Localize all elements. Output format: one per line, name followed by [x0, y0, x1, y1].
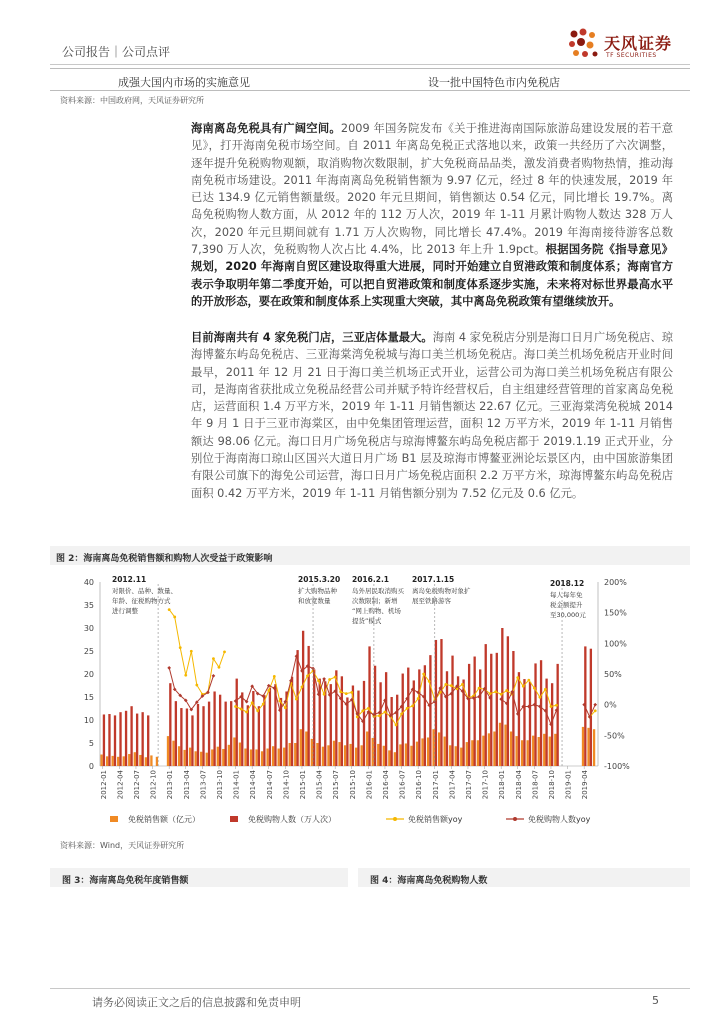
report-type-label: 公司报告｜公司点评: [62, 45, 171, 59]
annotation-text: 税金额提升: [550, 601, 583, 609]
x-tick-label: 2017-10: [481, 770, 490, 800]
sales-bar: [399, 744, 401, 766]
y-right-tick-label: 200%: [604, 578, 627, 587]
visitor-bar: [236, 679, 238, 766]
visitor-bar: [230, 701, 232, 766]
annotation-date: 2012.11: [112, 575, 147, 584]
sales-bar: [482, 736, 484, 766]
sales-bar: [106, 756, 108, 766]
visitor-bar: [396, 695, 398, 766]
visitor-bar: [418, 669, 420, 766]
visitor-bar: [385, 672, 387, 766]
x-tick-label: 2017-01: [431, 770, 440, 800]
visitor-bar: [335, 670, 337, 766]
y-left-tick-label: 0: [88, 762, 94, 771]
visitor-bar: [296, 650, 298, 766]
sales-bar: [311, 739, 313, 766]
visitor-bar: [379, 682, 381, 766]
legend-marker: [513, 817, 517, 821]
x-tick-label: 2013-10: [215, 770, 224, 800]
sales-bar: [427, 737, 429, 766]
sales-bar: [593, 729, 595, 766]
legend-swatch: [110, 816, 118, 822]
sales-visitors-chart: [50, 566, 690, 836]
sales-bar: [134, 752, 136, 766]
visitor-bar: [108, 714, 110, 766]
sales-bar: [383, 746, 385, 766]
annotation-date: 2018.12: [550, 579, 585, 588]
sales-bar: [388, 750, 390, 766]
sales-bar: [294, 743, 296, 766]
annotation-text: 和放宽数量: [298, 597, 331, 605]
paragraph-stores: [191, 329, 673, 502]
x-tick-label: 2018-07: [531, 770, 540, 800]
visitor-bar: [479, 669, 481, 766]
sales-bar: [250, 749, 252, 766]
visitor-bar: [136, 714, 138, 766]
visitor-bar: [518, 672, 520, 766]
sales-bar: [150, 755, 152, 766]
sales-bar: [200, 752, 202, 766]
visitor-bar: [191, 715, 193, 766]
legend-label: 免税购物人数yoy: [528, 815, 591, 824]
x-tick-label: 2017-04: [448, 770, 457, 800]
sales-bar: [361, 745, 363, 766]
y-left-tick-label: 20: [83, 670, 94, 679]
visitor-bar: [512, 651, 514, 766]
sales-bar: [211, 749, 213, 766]
visitor-bar: [590, 649, 592, 766]
sales-bar: [344, 745, 346, 766]
visitor-bar: [213, 691, 215, 766]
x-tick-label: 2018-01: [498, 770, 507, 800]
paragraph-stores-lead: 目前海南共有 4 家免税门店，三亚店体量最大。: [191, 331, 433, 344]
paragraph-policy-lead: 海南离岛免税具有广阔空间。: [191, 122, 341, 135]
visitor-bar: [402, 674, 404, 766]
x-tick-label: 2019-04: [581, 770, 590, 800]
x-tick-label: 2014-01: [232, 770, 241, 800]
y-left-tick-label: 25: [83, 647, 94, 656]
sales-bar: [189, 748, 191, 766]
visitor-bar: [313, 669, 315, 766]
sales-bar: [410, 746, 412, 766]
x-tick-label: 2017-07: [464, 770, 473, 800]
sales-bar: [266, 749, 268, 766]
visitor-bar: [175, 701, 177, 766]
table-cell-right: 设一批中国特色市内免税店: [428, 76, 560, 89]
visitor-bar: [474, 657, 476, 766]
sales-bar: [372, 738, 374, 766]
figure-2-source-note: 资料来源：Wind，天风证券研究所: [60, 841, 185, 850]
visitor-bar: [540, 660, 542, 766]
legend-swatch: [230, 816, 238, 822]
sales-bar: [239, 743, 241, 766]
sales-bar: [394, 752, 396, 766]
annotation-text: 进行调整: [112, 607, 138, 615]
sales-bar: [100, 755, 102, 767]
y-left-tick-label: 15: [83, 693, 94, 702]
visitor-bar: [391, 697, 393, 766]
visitor-bar: [247, 705, 249, 766]
sales-bar: [504, 725, 506, 766]
visitor-bar: [241, 692, 243, 766]
sales-bar: [145, 757, 147, 766]
sales-bar: [117, 757, 119, 766]
visitor-bar: [357, 691, 359, 766]
sales-bar: [444, 737, 446, 766]
tf-securities-logo-icon: [566, 28, 602, 62]
annotation-text: 至30,000元: [550, 611, 586, 619]
y-left-tick-label: 30: [83, 624, 94, 633]
visitor-bar: [440, 639, 442, 766]
visitor-bar: [119, 712, 121, 766]
sales-bar: [233, 737, 235, 766]
sales-bar: [405, 743, 407, 766]
visitor-bar: [490, 654, 492, 766]
annotation-date: 2016.2.1: [352, 575, 390, 584]
sales-bar: [416, 742, 418, 766]
y-left-tick-label: 35: [83, 601, 94, 610]
annotation-date: 2015.3.20: [298, 575, 341, 584]
sales-bar: [477, 740, 479, 766]
sales-bar: [432, 729, 434, 766]
y-right-tick-label: 100%: [604, 639, 627, 649]
x-tick-label: 2016-01: [365, 770, 374, 800]
y-left-tick-label: 40: [83, 578, 94, 587]
visitor-bar: [219, 695, 221, 766]
sales-yoy-line: [169, 610, 224, 695]
x-tick-label: 2013-07: [199, 770, 208, 800]
sales-bar: [338, 742, 340, 766]
sales-bar: [355, 748, 357, 766]
sales-bar: [322, 747, 324, 766]
legend-label: 免税销售额（亿元）: [128, 815, 200, 824]
visitor-bar: [263, 695, 265, 766]
sales-bar: [349, 744, 351, 766]
x-tick-label: 2016-04: [381, 770, 390, 800]
annotation-text: 对限价、品种、数量、: [112, 587, 177, 595]
visitor-bar: [180, 708, 182, 766]
x-tick-label: 2012-01: [99, 770, 108, 800]
annotation-date: 2017.1.15: [412, 575, 455, 584]
footer-divider: [50, 988, 690, 989]
visitor-bar: [557, 664, 559, 766]
sales-bar: [493, 732, 495, 767]
sales-bar: [543, 734, 545, 766]
x-tick-label: 2012-07: [132, 770, 141, 800]
sales-bar: [128, 754, 130, 766]
visitor-bar: [429, 655, 431, 766]
sales-bar: [554, 734, 556, 766]
visitor-bar: [368, 646, 370, 766]
table-cell-left: 成强大国内市场的实施意见: [118, 76, 250, 89]
sales-bar: [438, 732, 440, 766]
sales-bar: [222, 749, 224, 766]
visitor-bar: [407, 668, 409, 766]
visitor-bar: [346, 697, 348, 766]
visitor-bar: [269, 688, 271, 766]
sales-bar: [499, 723, 501, 766]
sales-bar: [244, 749, 246, 766]
visitor-bar: [225, 702, 227, 766]
visitor-bar: [186, 709, 188, 767]
visitor-bar: [302, 631, 304, 766]
x-tick-label: 2018-04: [514, 770, 523, 800]
table-top-border: [50, 68, 690, 69]
visitor-bar: [197, 704, 199, 766]
sales-bar: [156, 757, 158, 766]
annotation-text: 次数限制；新增: [352, 597, 398, 605]
visitor-bar: [202, 706, 204, 766]
sales-bar: [510, 732, 512, 767]
x-tick-label: 2012-04: [116, 770, 125, 800]
sales-bar: [549, 737, 551, 766]
y-right-tick-label: -50%: [604, 731, 625, 741]
figure-3-title: 图 3：海南离岛免税年度销售额: [62, 876, 189, 886]
annotation-text: 岛外居民取消购买: [352, 587, 404, 595]
legend-label: 免税销售额yoy: [408, 815, 463, 824]
brand-name-cn: 天风证券: [604, 34, 673, 53]
sales-bar: [377, 744, 379, 766]
visitor-bar: [341, 676, 343, 766]
sales-bar: [327, 745, 329, 766]
x-tick-label: 2016-07: [398, 770, 407, 800]
visitor-bar: [258, 706, 260, 766]
sales-bar: [460, 748, 462, 766]
table-bottom-border: [50, 90, 690, 91]
sales-bar: [587, 728, 589, 766]
sales-bar: [466, 742, 468, 766]
legend-marker: [393, 817, 397, 821]
visitor-bar: [523, 679, 525, 766]
visitor-bar: [413, 680, 415, 766]
sales-bar: [527, 740, 529, 766]
sales-bar: [261, 751, 263, 766]
x-tick-label: 2015-04: [315, 770, 324, 800]
visitor-bar: [125, 711, 127, 766]
sales-bar: [521, 740, 523, 766]
sales-bar: [178, 746, 180, 766]
visitor-bar: [501, 628, 503, 766]
y-right-tick-label: -100%: [604, 762, 630, 771]
table-source-note: 资料来源：中国政府网，天风证券研究所: [60, 96, 204, 105]
x-tick-label: 2019-01: [564, 770, 573, 800]
sales-bar: [206, 753, 208, 766]
footer-disclaimer: 请务必阅读正文之后的信息披露和免责申明: [92, 996, 301, 1009]
sales-bar: [515, 736, 517, 766]
sales-bar: [278, 749, 280, 766]
annotation-text: 提货”模式: [352, 617, 382, 625]
sales-bar: [316, 743, 318, 766]
sales-bar: [305, 732, 307, 767]
legend-label: 免税购物人数（万人次）: [248, 815, 336, 824]
y-left-tick-label: 10: [83, 716, 94, 725]
sales-bar: [300, 729, 302, 766]
brand-name-en: TF SECURITIES: [606, 52, 657, 59]
visitor-bar: [363, 681, 365, 766]
annotation-text: 展至铁路游客: [412, 597, 451, 605]
sales-bar: [272, 746, 274, 766]
visitor-bar: [142, 712, 144, 766]
x-tick-label: 2013-01: [166, 770, 175, 800]
y-right-tick-label: 50%: [604, 670, 622, 679]
visitor-yoy-point: [593, 703, 597, 707]
visitor-bar: [103, 714, 105, 766]
visitor-bar: [496, 653, 498, 766]
sales-bar: [183, 750, 185, 766]
sales-bar: [123, 756, 125, 766]
visitor-bar: [169, 683, 171, 766]
y-right-tick-label: 150%: [604, 608, 627, 618]
sales-bar: [283, 748, 285, 766]
sales-bar: [172, 741, 174, 766]
sales-bar: [289, 743, 291, 766]
visitor-bar: [468, 664, 470, 766]
policy-annotations: [112, 575, 586, 766]
visitor-bar: [330, 684, 332, 766]
x-tick-label: 2015-01: [298, 770, 307, 800]
sales-bar: [538, 737, 540, 766]
sales-bar: [455, 746, 457, 766]
figure-4-title: 图 4：海南离岛免税购物人数: [370, 876, 488, 886]
x-tick-label: 2018-10: [547, 770, 556, 800]
x-tick-label: 2014-07: [265, 770, 274, 800]
paragraph-stores-body: 海南 4 家免税店分别是海口日月广场免税店、琼海博鳌东屿岛免税店、三亚海棠湾免税城与海口美兰机场免税店。海口美兰机场免税店开业时间最早，2011 年 12 月 21 日于海口美兰机场正式开业，运营公司为海口美兰机场免税店有限公司，是海南省获批成立免税品经营公司并赋予特许经营权后，自主组建经营管理的首家离岛免税店，运营面积 1.4 万平方米，2019 年 1-11 月销售额达 22.67 亿元。三亚海棠湾免税城 2014 年 9 月 1 日于三亚市海棠区，由中免集团管理运营，面积 12 万平方米，2019 年 1-11 月销售额达 98.06 亿元。海口日月广场免税店与琼海博鳌东屿岛免税店都于 2019.1.19 正式开业，分别位于海南海口琼山区国兴大道日月广场 B1 层及琼海市博鳌亚洲论坛景区内，由中国旅游集团有限公司旗下的海免公司运营，海口日月广场免税店面积 2.2 万平方米，琼海博鳌东屿岛免税店面积 0.42 万平方米，2019 年 1-11 月销售额分别为 7.52 亿元及 0.6 亿元。: [191, 331, 674, 500]
sales-bar: [139, 755, 141, 766]
sales-bar: [366, 732, 368, 767]
sales-bar: [167, 736, 169, 766]
annotation-text: 年龄、征税购物方式: [112, 597, 171, 605]
sales-bar: [488, 733, 490, 766]
y-right-tick-label: 0%: [604, 700, 617, 710]
x-tick-label: 2014-04: [249, 770, 258, 800]
x-tick-label: 2013-04: [182, 770, 191, 800]
sales-bar: [421, 738, 423, 766]
annotation-text: 每人每年免: [550, 591, 583, 599]
visitor-bar: [208, 702, 210, 766]
x-tick-label: 2015-07: [332, 770, 341, 800]
sales-bar: [333, 741, 335, 766]
sales-bar: [449, 745, 451, 766]
x-tick-label: 2016-10: [415, 770, 424, 800]
x-tick-label: 2012-10: [149, 770, 158, 800]
paragraph-policy-highlight: 根据国务院《指导意见》规划，2020 年海南自贸区建设取得重大进展，同时开始建立自贸港政策和制度体系；海南官方表示争取明年第二季度开始，可以把自贸港政策和制度体系逐步实施，未来将对标世界最高水平的开放形态，要在政策和制度体系上实现重大突破，其中离岛免税政策有望继续放开。: [191, 243, 673, 308]
x-tick-label: 2014-10: [282, 770, 291, 800]
visitor-bar: [485, 644, 487, 766]
visitor-bar: [147, 715, 149, 766]
visitor-bar: [424, 665, 426, 766]
sales-bar: [112, 756, 114, 766]
visitor-bar: [308, 646, 310, 766]
header-divider: [50, 64, 690, 65]
visitor-bar: [529, 682, 531, 766]
sales-bar: [582, 727, 584, 766]
paragraph-policy: [191, 120, 673, 310]
paragraph-policy-body: 2009 年国务院发布《关于推进海南国际旅游岛建设发展的若干意见》，打开海南免税市场空间。自 2011 年离岛免税正式落地以来，政策一共经历了六次调整，逐年提升免税购物观额，取消购物次数限制，扩大免税商品品类，激发消费者购物热情，推动海南免税市场建设。2011 年海南离岛免税销售额为 9.97 亿元，经过 8 年的快速发展，2019 年已达 134.9 亿元销售额量级。2020 年元旦期间，销售额达 0.54 亿元，同比增长 19.7%。离岛免税购物人数方面，从 2012 年的 112 万人次，2019 年 1-11 月累计购物人数达 328 万人次，2020 年元旦期间就有 1.71 万人次购物，同比增长 47.4%。2019 年海南接待游客总数 7,390 万人次，免税购物人次占比 4.4%，比 2013 年上升 1.9pct。: [191, 122, 673, 257]
y-left-tick-label: 5: [88, 739, 94, 748]
sales-bar: [471, 740, 473, 766]
figure-2-title: 图 2：海南离岛免税销售额和购物人次受益于政策影响: [56, 554, 273, 564]
sales-bar: [217, 747, 219, 766]
sales-bar: [255, 749, 257, 766]
sales-bar: [532, 736, 534, 766]
x-tick-label: 2015-10: [348, 770, 357, 800]
visitor-bar: [451, 656, 453, 766]
page-number: 5: [652, 994, 659, 1007]
annotation-text: 扩大购物品种: [298, 587, 337, 595]
visitor-bar: [534, 663, 536, 766]
visitor-bar: [130, 706, 132, 766]
visitor-bar: [114, 715, 116, 766]
sales-bar: [195, 751, 197, 766]
annotation-text: “网上购物、机场: [352, 607, 401, 615]
visitor-bars: [103, 628, 592, 766]
sales-bar: [228, 745, 230, 766]
annotation-text: 离岛免税购物对象扩: [412, 587, 471, 595]
chart-legend: [110, 814, 591, 824]
